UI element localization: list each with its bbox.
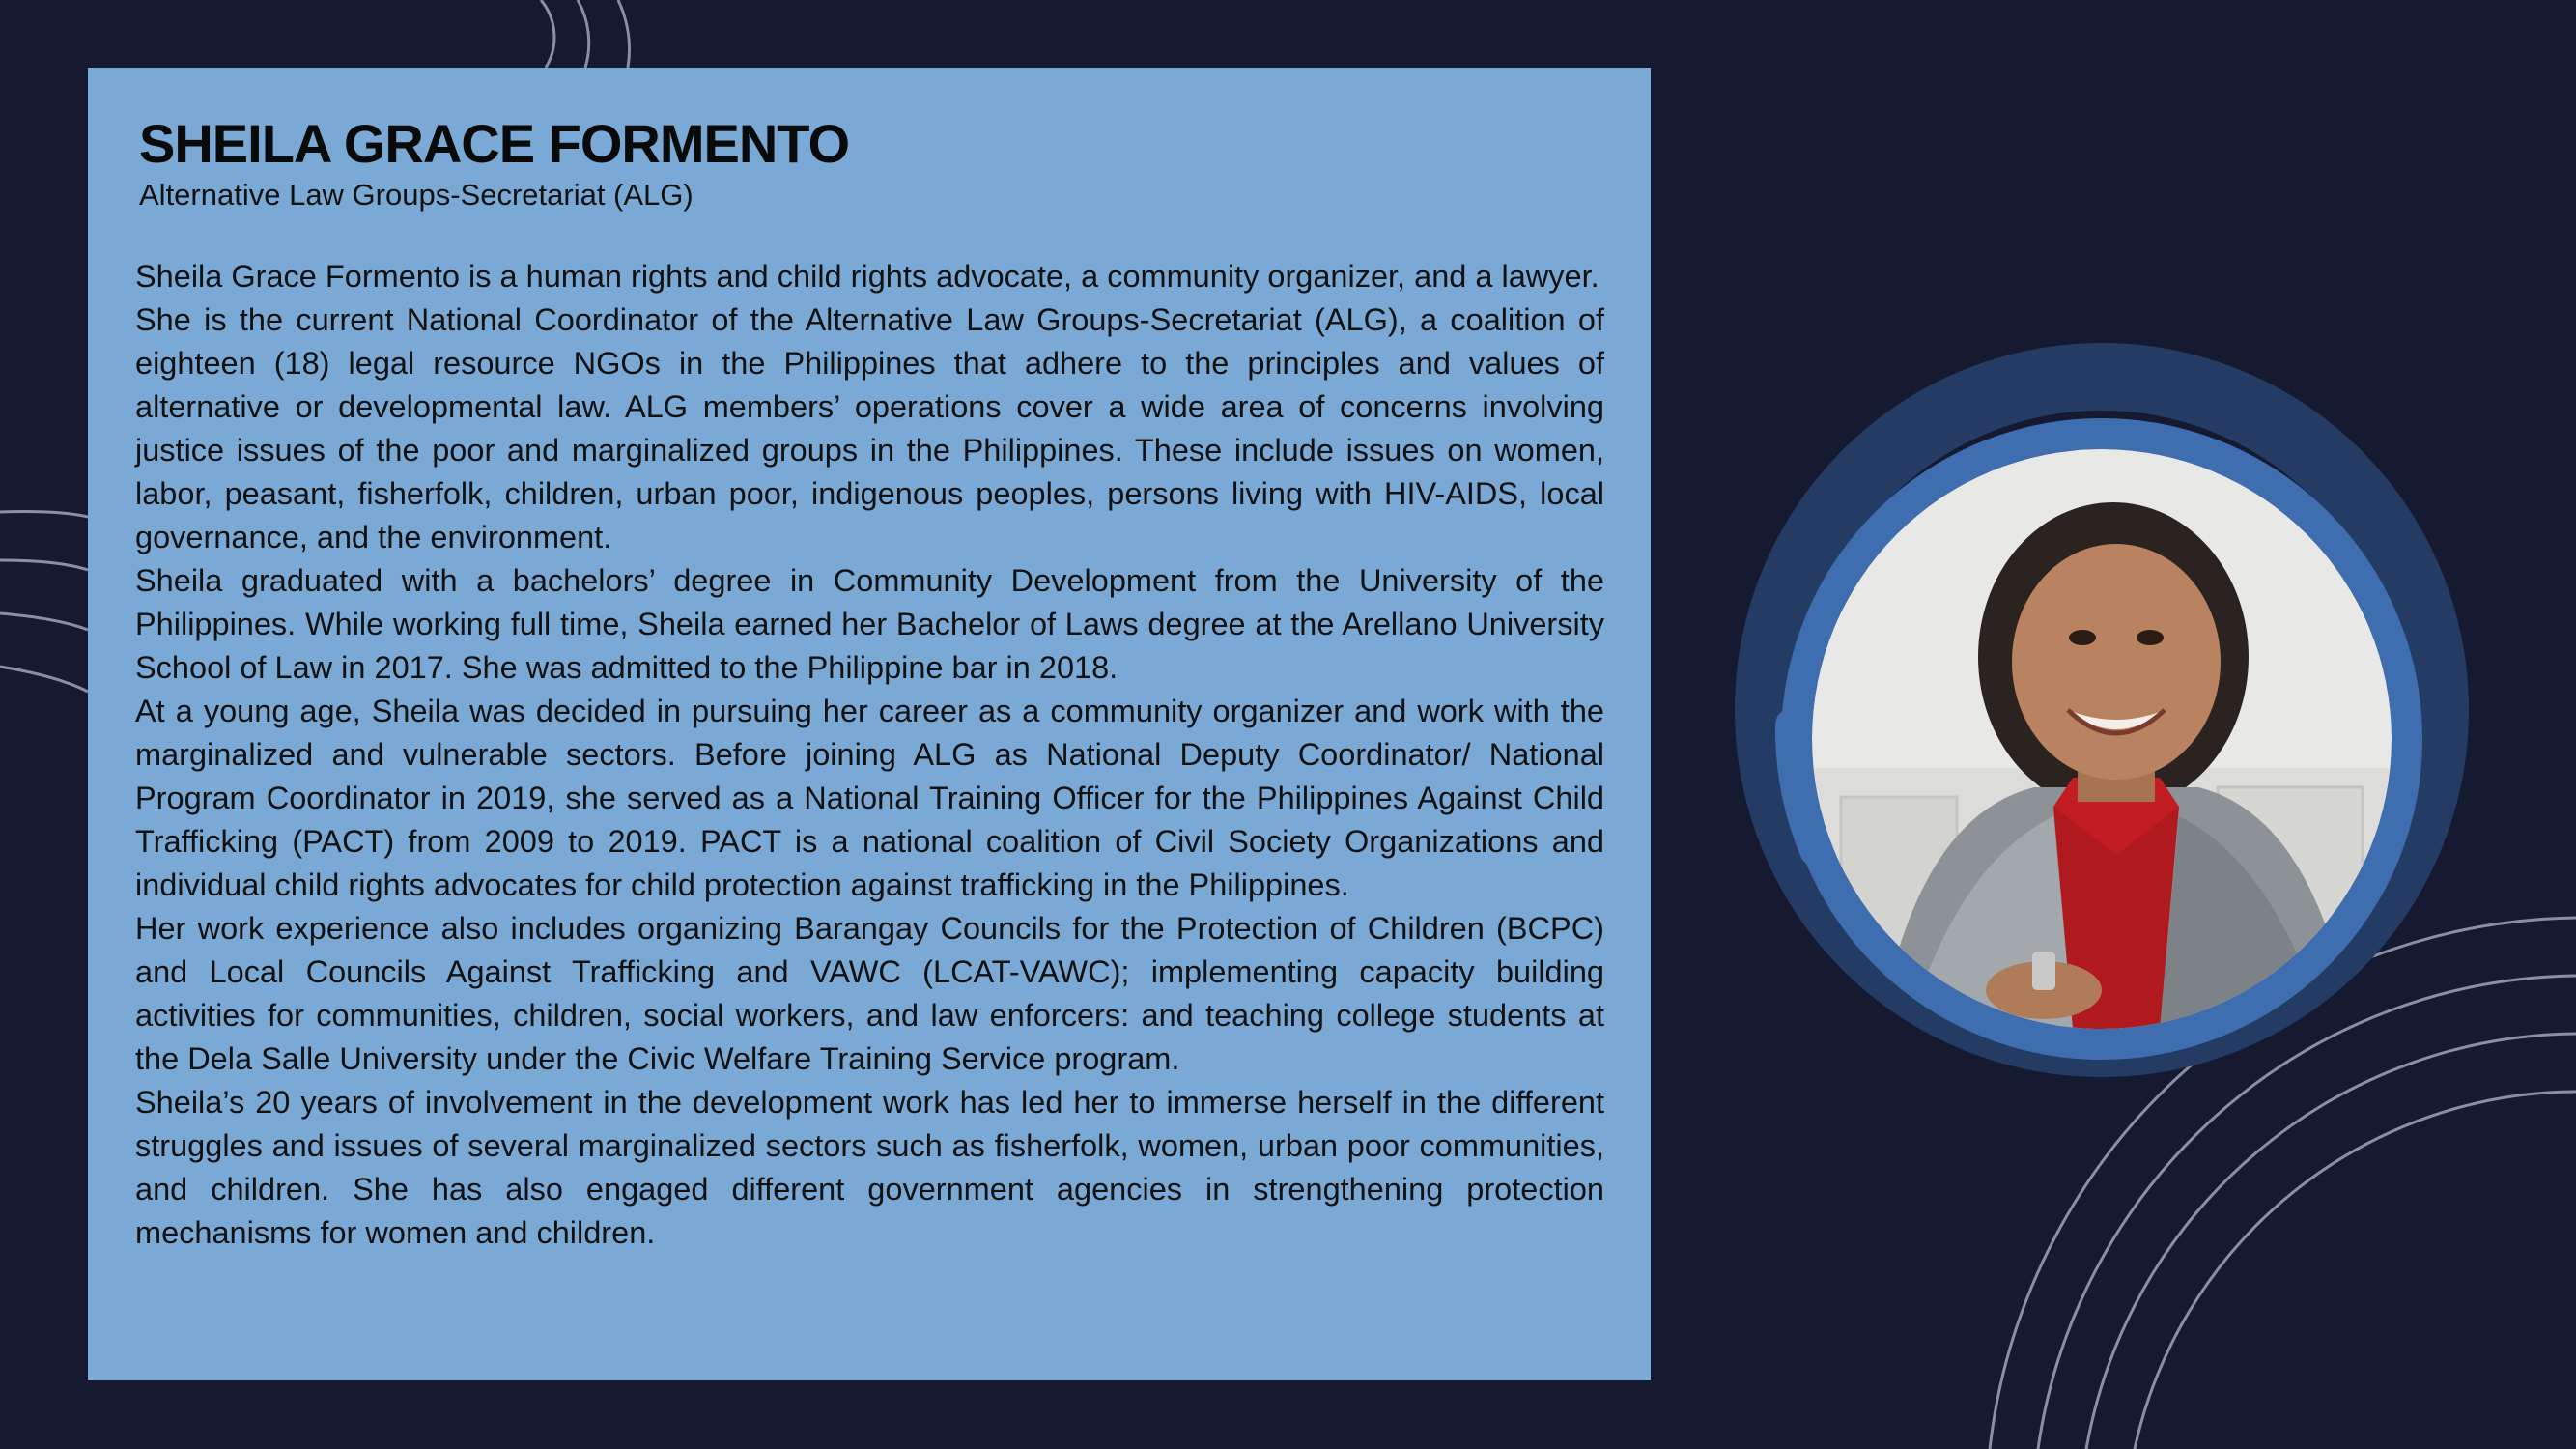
bio-paragraph: Her work experience also includes organizing Barangay Councils for the Protection of Children (BCPC) and Local Councils Against Trafficking and VAWC (LCAT-VAWC); implementing capacity building activities for communities, children, social workers, and law enforcers: and teaching college students at the Dela Salle University under the Civic Welfare Training Service program. <box>135 911 1604 1076</box>
bio-paragraph: Sheila graduated with a bachelors’ degree in Community Development from the University of the Philippines. While working full time, Sheila earned her Bachelor of Laws degree at the Arellano University School of Law in 2017. She was admitted to the Philippine bar in 2018. <box>135 563 1604 685</box>
profile-name: SHEILA GRACE FORMENTO <box>139 113 850 174</box>
top-arcs <box>541 0 629 68</box>
bio-card <box>88 68 1651 1380</box>
bio-paragraph: She is the current National Coordinator of the Alternative Law Groups-Secretariat (ALG), a coalition of eighteen (18) legal resource NGOs in the Philippines that adhere to the principles and values of alternative or developmental law. ALG members’ operations cover a wide area of concerns involving justice issues of the poor and marginalized groups in the Philippines. These include issues on women, labor, peasant, fisherfolk, children, urban poor, indigenous peoples, persons living with HIV-AIDS, local governance, and the environment. <box>135 302 1604 554</box>
profile-organization: Alternative Law Groups-Secretariat (ALG) <box>139 178 694 212</box>
bio-paragraph: Sheila Grace Formento is a human rights and child rights advocate, a community organizer, and a lawyer. <box>135 259 1599 294</box>
bio-paragraph: Sheila’s 20 years of involvement in the development work has led her to immerse herself in the different struggles and issues of several marginalized sectors such as fisherfolk, women, urban poor communities, and children. She has also engaged different government agencies in strengthening protection mechanisms for women and children. <box>135 1085 1604 1250</box>
left-arcs <box>0 512 88 692</box>
portrait-photo <box>1812 449 2392 1029</box>
bio-paragraph: At a young age, Sheila was decided in pursuing her career as a community organizer and work with the marginalized and vulnerable sectors. Before joining ALG as National Deputy Coordinator/ National Program Coordinator in 2019, she served as a National Training Officer for the Philippines Against Child Trafficking (PACT) from 2009 to 2019. PACT is a national coalition of Civil Society Organizations and individual child rights advocates for child protection against trafficking in the Philippines. <box>135 694 1604 902</box>
bio-text <box>135 255 1604 1255</box>
